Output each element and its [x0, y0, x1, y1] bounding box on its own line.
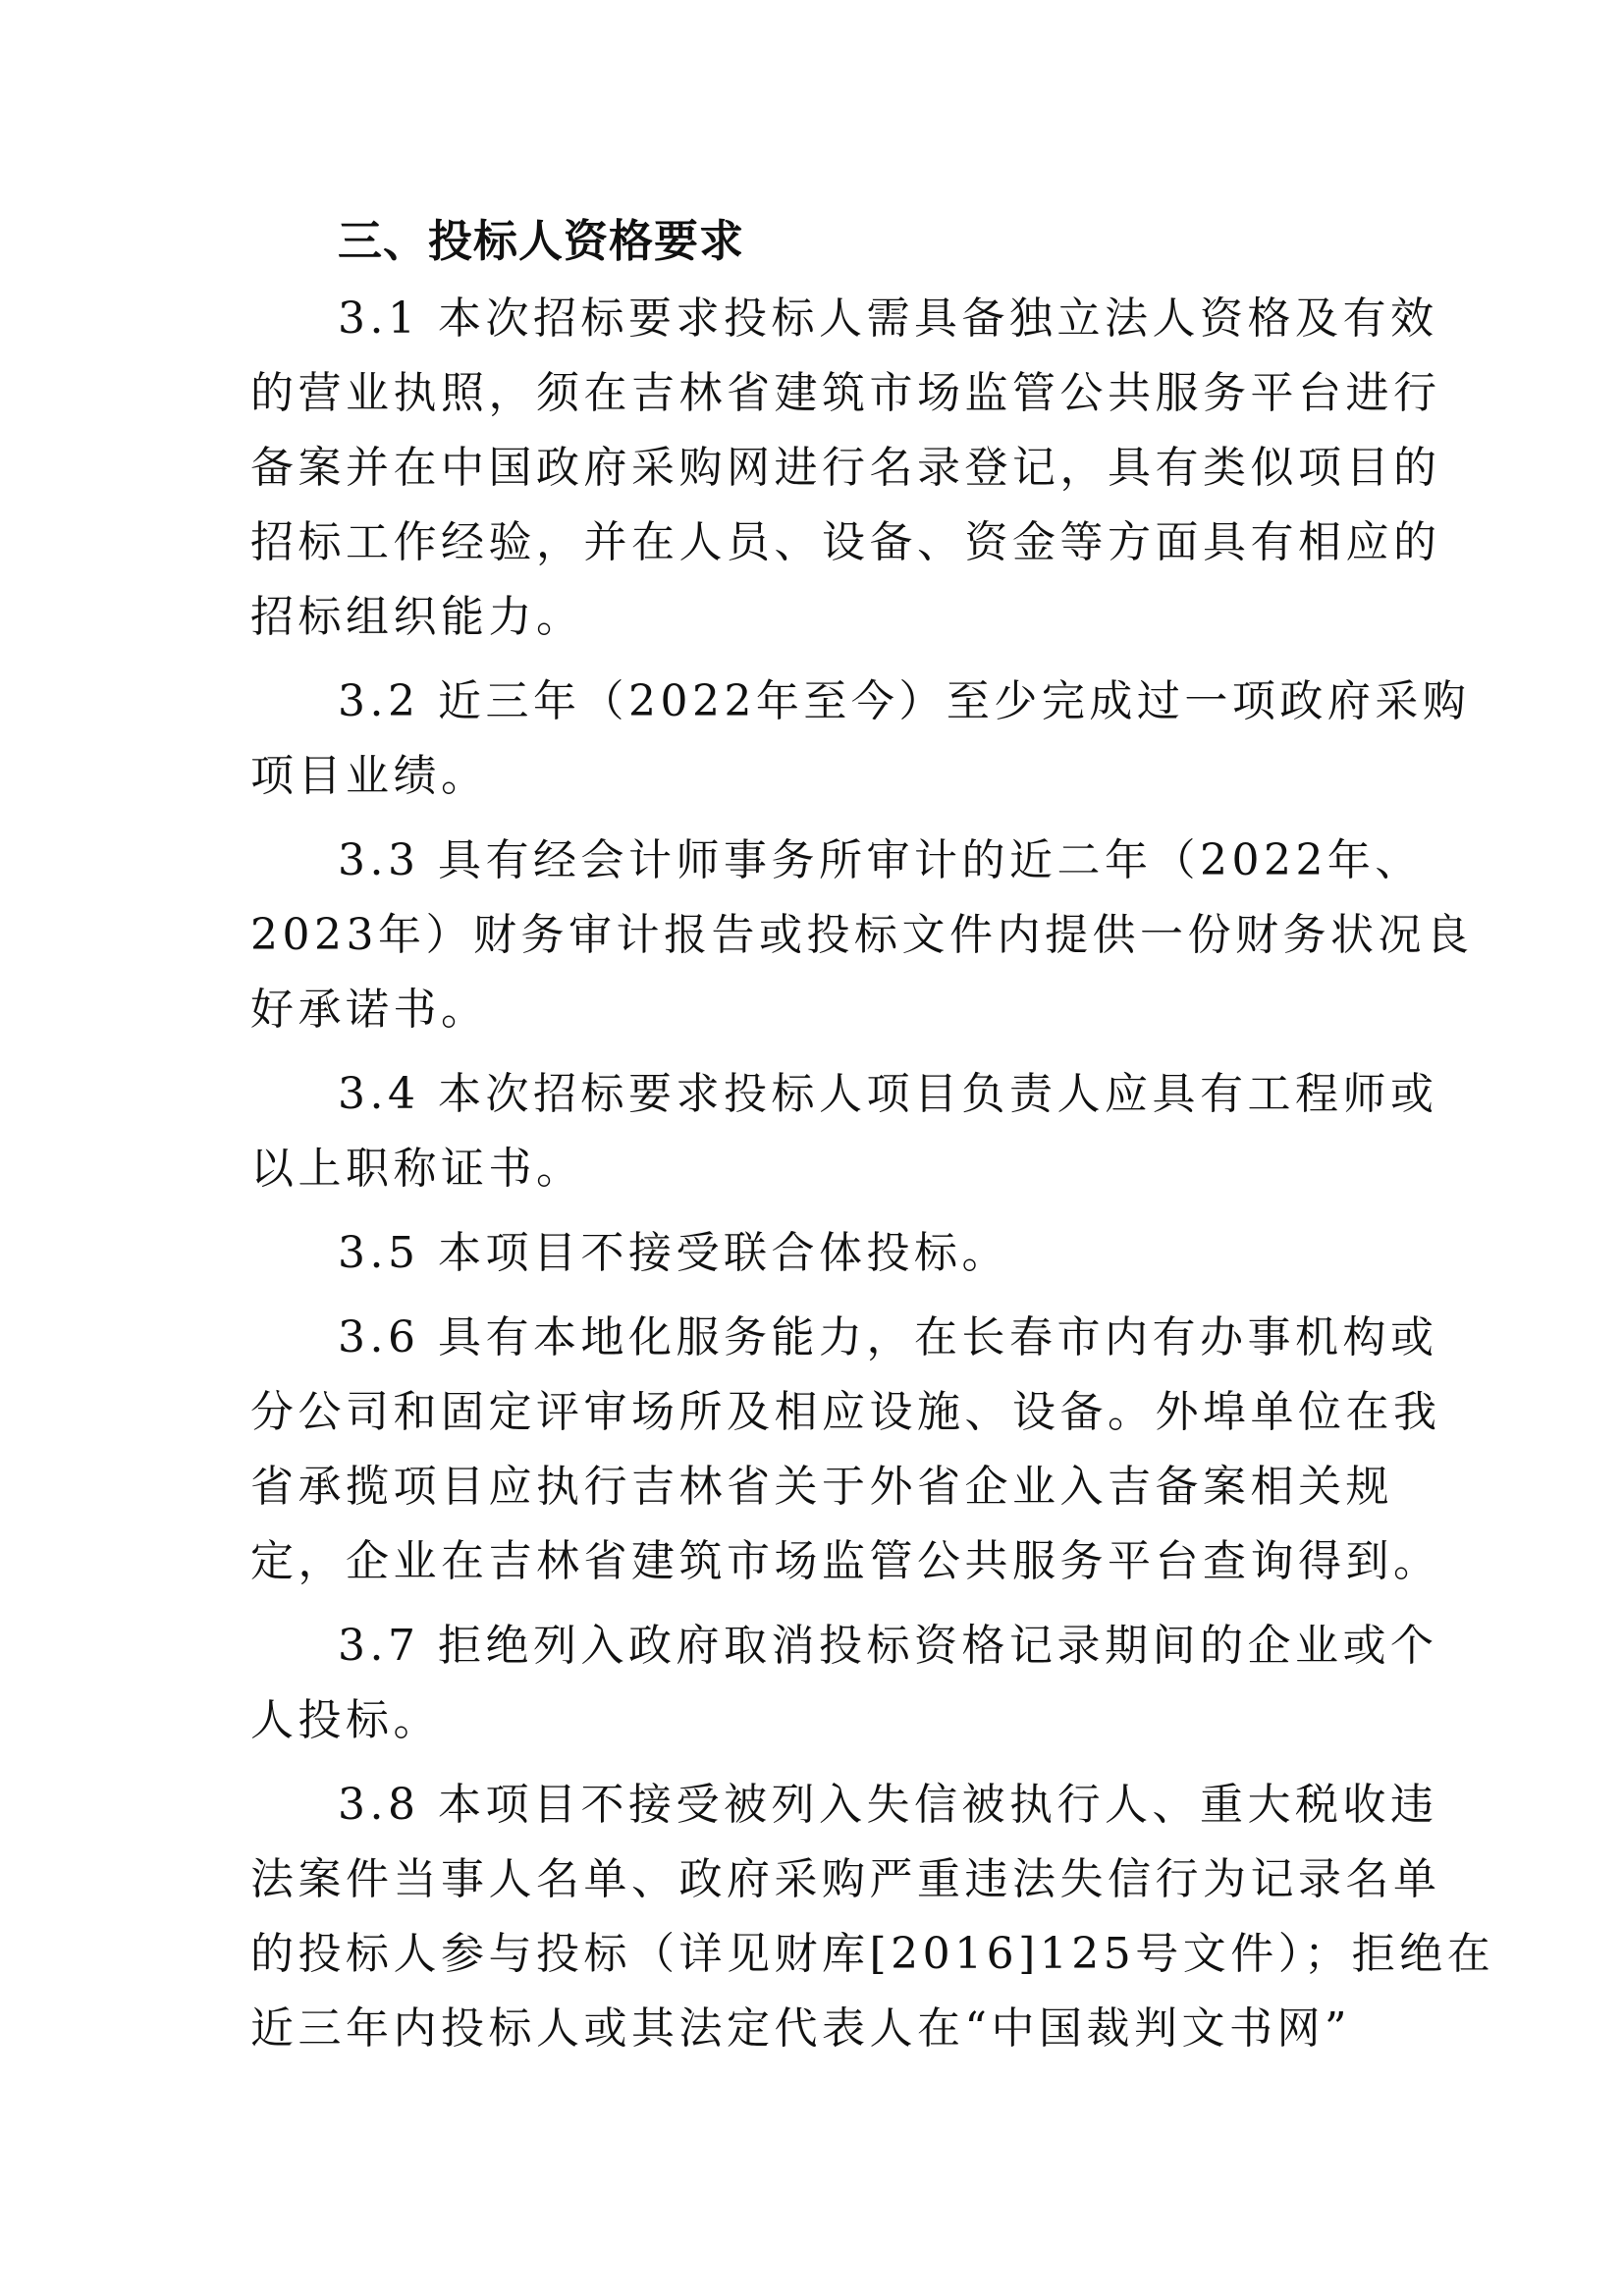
- text-line-3-2: 3.2 近三年（2022年至今）至少完成过一项政府采购: [338, 676, 1471, 726]
- text-line: 好承诺书。: [250, 985, 489, 1035]
- text-line: 的营业执照，须在吉林省建筑市场监管公共服务平台进行: [250, 368, 1441, 418]
- text-line-3-3: 3.3 具有经会计师事务所审计的近二年（2022年、: [338, 835, 1423, 885]
- text-line: 以上职称证书。: [250, 1144, 584, 1194]
- text-line: 定，企业在吉林省建筑市场监管公共服务平台查询得到。: [250, 1536, 1441, 1586]
- text-line: 2023年）财务审计报告或投标文件内提供一份财务状况良: [250, 910, 1474, 960]
- text-line-3-6: 3.6 具有本地化服务能力，在长春市内有办事机构或: [338, 1312, 1438, 1362]
- text-line: 备案并在中国政府采购网进行名录登记，具有类似项目的: [250, 443, 1441, 493]
- text-line: 近三年内投标人或其法定代表人在“中国裁判文书网”: [250, 2003, 1351, 2054]
- section-heading: 三、投标人资格要求: [338, 215, 745, 267]
- text-line-3-7: 3.7 拒绝列入政府取消投标资格记录期间的企业或个: [338, 1621, 1438, 1671]
- text-line: 项目业绩。: [250, 751, 489, 801]
- text-line: 的投标人参与投标（详见财库[2016]125号文件）；拒绝在: [250, 1929, 1495, 1979]
- text-line: 分公司和固定评审场所及相应设施、设备。外埠单位在我: [250, 1387, 1441, 1437]
- text-line: 招标组织能力。: [250, 592, 584, 642]
- text-line-3-1: 3.1 本次招标要求投标人需具备独立法人资格及有效: [338, 294, 1438, 344]
- text-line-3-4: 3.4 本次招标要求投标人项目负责人应具有工程师或: [338, 1069, 1438, 1119]
- text-line: 人投标。: [250, 1695, 441, 1745]
- text-line: 法案件当事人名单、政府采购严重违法失信行为记录名单: [250, 1854, 1441, 1904]
- text-line: 省承揽项目应执行吉林省关于外省企业入吉备案相关规: [250, 1462, 1393, 1512]
- text-line-3-5: 3.5 本项目不接受联合体投标。: [338, 1228, 1009, 1278]
- text-line-3-8: 3.8 本项目不接受被列入失信被执行人、重大税收违: [338, 1780, 1438, 1830]
- text-line: 招标工作经验，并在人员、设备、资金等方面具有相应的: [250, 517, 1441, 567]
